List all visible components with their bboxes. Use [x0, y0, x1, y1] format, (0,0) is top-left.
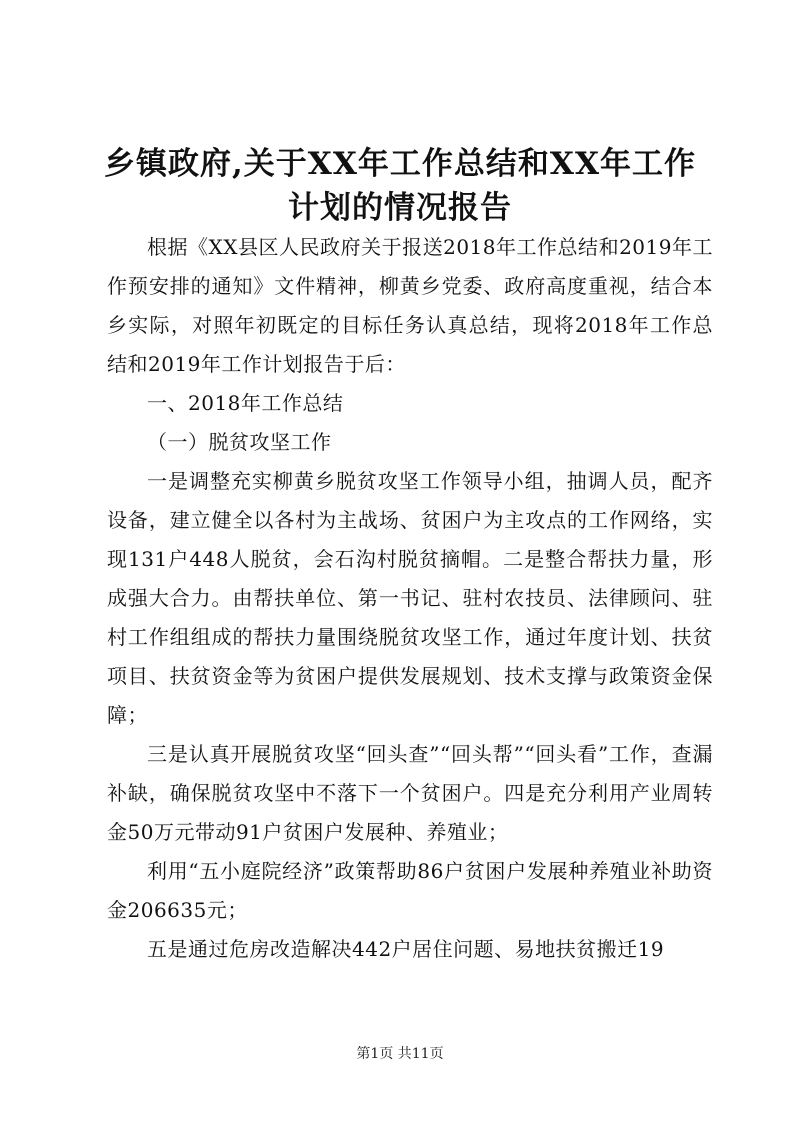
paragraph: 一是调整充实柳黄乡脱贫攻坚工作领导小组，抽调人员，配齐设备，建立健全以各村为主战场、贫困户为主攻点的工作网络，实现131户448人脱贫，会石沟村脱贫摘帽。二是整合帮扶力量，形成强大合力。由帮扶单位、第一书记、驻村农技员、法律顾问、驻村工作组组成的帮扶力量围绕脱贫攻坚工作，通过年度计划、扶贫项目、扶贫资金等为贫困户提供发展规划、技术支撑与政策资金保障； — [107, 469, 713, 727]
paragraph: 五是通过危房改造解决442户居住问题、易地扶贫搬迁19 — [147, 937, 665, 961]
paragraph: 利用“五小庭院经济”政策帮助86户贫困户发展种养殖业补助资金206635元； — [107, 859, 713, 922]
page-number-footer: 第1页 共11页 — [356, 1046, 444, 1062]
document-title: 乡镇政府,关于XX年工作总结和XX年工作计划的情况报告 — [104, 146, 696, 226]
document-body — [107, 228, 713, 969]
paragraph: 三是认真开展脱贫攻坚“回头查”“回头帮”“回头看”工作，查漏补缺，确保脱贫攻坚中不落下一个贫困户。四是充分利用产业周转金50万元带动91户贫困户发展种、养殖业； — [107, 742, 713, 844]
section-heading: 一、2018年工作总结 — [147, 391, 344, 415]
subsection-heading: （一）脱贫攻坚工作 — [147, 430, 332, 454]
paragraph-intro: 根据《XX县区人民政府关于报送2018年工作总结和2019年工作预安排的通知》文件精神，柳黄乡党委、政府高度重视，结合本乡实际，对照年初既定的目标任务认真总结，现将2018年工作总结和2019年工作计划报告于后： — [107, 235, 713, 376]
